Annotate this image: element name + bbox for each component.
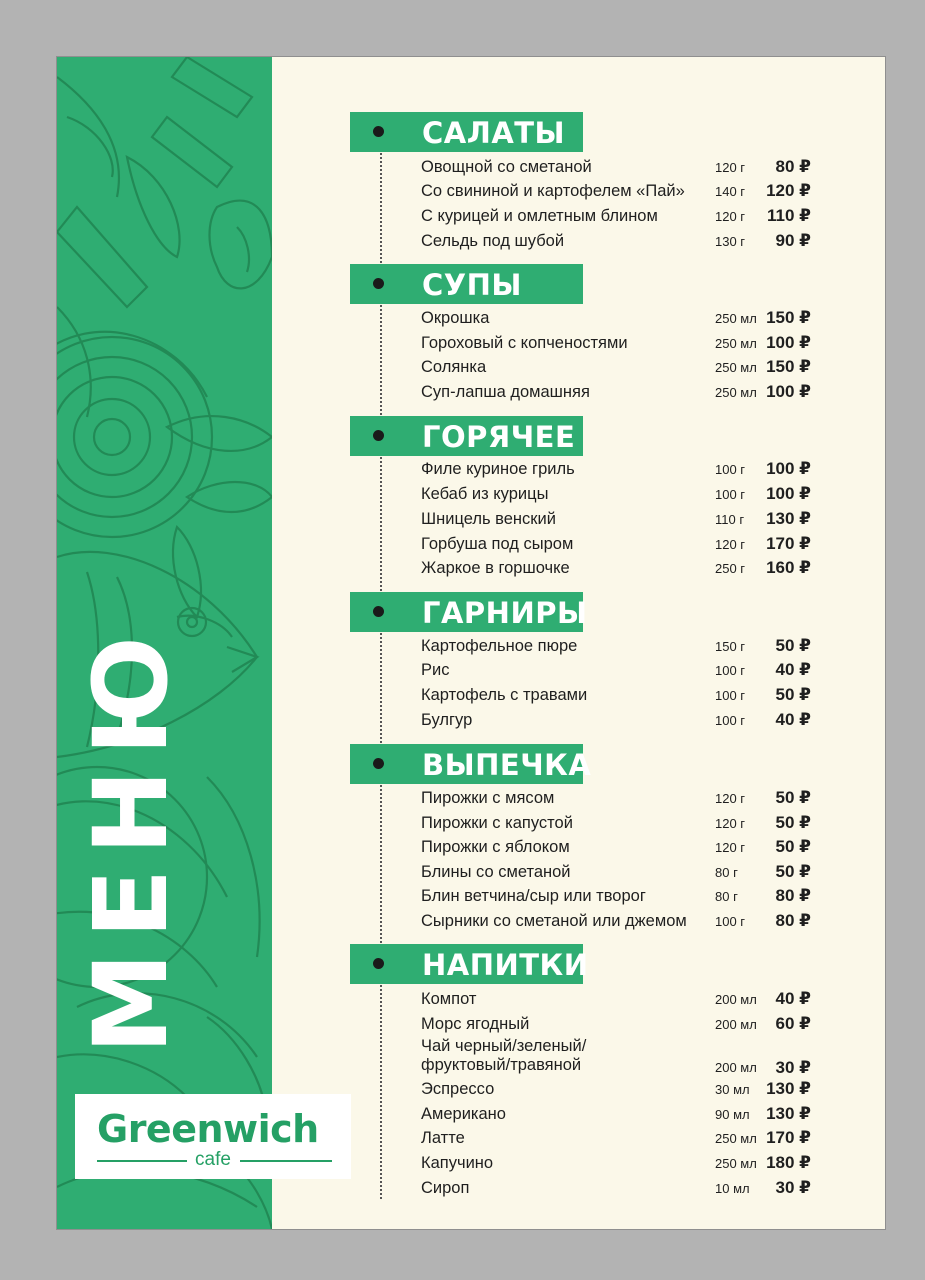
item-weight: 250 мл <box>715 311 757 326</box>
menu-item <box>421 180 821 204</box>
item-price: 100 ₽ <box>766 333 811 352</box>
item-name: Суп-лапша домашняя <box>421 383 590 401</box>
item-name: Горбуша под сыром <box>421 535 574 553</box>
item-price: 30 ₽ <box>775 1058 811 1077</box>
item-weight: 120 г <box>715 791 746 806</box>
item-weight: 250 мл <box>715 360 757 375</box>
item-price: 130 ₽ <box>766 1079 811 1098</box>
item-price: 90 ₽ <box>775 231 811 250</box>
item-weight: 110 г <box>715 512 745 527</box>
menu-item <box>421 1013 821 1037</box>
bullet-dot <box>373 430 384 441</box>
menu-item <box>421 1177 821 1201</box>
item-price: 100 ₽ <box>766 382 811 401</box>
item-name: Солянка <box>421 358 487 376</box>
item-price: 130 ₽ <box>766 509 811 528</box>
item-price: 150 ₽ <box>766 308 811 327</box>
item-weight: 120 г <box>715 160 746 175</box>
item-price: 130 ₽ <box>766 1104 811 1123</box>
menu-item <box>421 787 821 811</box>
menu-item <box>421 635 821 659</box>
item-price: 60 ₽ <box>775 1014 811 1033</box>
item-weight: 120 г <box>715 209 746 224</box>
menu-item <box>421 458 821 482</box>
item-weight: 100 г <box>715 688 746 703</box>
item-name: Шницель венский <box>421 510 556 528</box>
menu-item <box>421 988 821 1012</box>
item-name: Картофельное пюре <box>421 637 578 655</box>
menu-heading: МЕНЮ <box>72 621 191 1054</box>
item-weight: 250 мл <box>715 336 757 351</box>
item-weight: 200 мл <box>715 1060 757 1075</box>
item-price: 40 ₽ <box>775 710 811 729</box>
menu-item <box>421 230 821 254</box>
menu-item <box>421 1037 821 1079</box>
item-weight: 100 г <box>715 487 746 502</box>
section-title: НАПИТКИ <box>422 948 589 982</box>
bullet-dot <box>373 758 384 769</box>
item-price: 100 ₽ <box>766 459 811 478</box>
item-price: 150 ₽ <box>766 357 811 376</box>
menu-item <box>421 684 821 708</box>
item-weight: 250 мл <box>715 1131 757 1146</box>
menu-item <box>421 861 821 885</box>
item-price: 80 ₽ <box>775 157 811 176</box>
item-name: Гороховый с копченостями <box>421 334 628 352</box>
menu-item <box>421 557 821 581</box>
item-price: 50 ₽ <box>775 837 811 856</box>
item-weight: 100 г <box>715 713 746 728</box>
item-price: 50 ₽ <box>775 862 811 881</box>
logo-divider-right <box>240 1160 332 1162</box>
item-price: 160 ₽ <box>766 558 811 577</box>
section-header-bakery <box>350 744 592 784</box>
section-title: ВЫПЕЧКА <box>422 748 592 782</box>
menu-item <box>421 533 821 557</box>
section-header-garnish <box>350 592 588 632</box>
item-weight: 140 г <box>715 184 746 199</box>
section-header-salads <box>350 112 583 152</box>
item-name: Сельдь под шубой <box>421 232 565 250</box>
section-title: СУПЫ <box>422 268 522 302</box>
bullet-dot <box>373 606 384 617</box>
item-name: Рис <box>421 661 450 679</box>
item-name: Овощной со сметаной <box>421 158 592 176</box>
menu-item <box>421 836 821 860</box>
item-price: 50 ₽ <box>775 813 811 832</box>
section-header-hot <box>350 416 583 456</box>
item-price: 170 ₽ <box>766 534 811 553</box>
item-price: 50 ₽ <box>775 636 811 655</box>
item-name: Чай черный/зеленый/ фруктовый/травяной <box>421 1037 587 1074</box>
item-weight: 120 г <box>715 537 746 552</box>
item-weight: 100 г <box>715 462 746 477</box>
item-name: Картофель с травами <box>421 686 588 704</box>
item-weight: 250 мл <box>715 385 757 400</box>
logo-brand-name: Greenwich <box>97 1107 319 1151</box>
item-weight: 30 мл <box>715 1082 750 1097</box>
item-price: 100 ₽ <box>766 484 811 503</box>
item-price: 120 ₽ <box>766 181 811 200</box>
item-name: Морс ягодный <box>421 1015 530 1033</box>
decorative-sidebar <box>57 57 272 1229</box>
item-name: Блины со сметаной <box>421 863 571 881</box>
item-price: 40 ₽ <box>775 989 811 1008</box>
item-name: Сырники со сметаной или джемом <box>421 912 687 930</box>
menu-item <box>421 307 821 331</box>
section-title: ГОРЯЧЕЕ <box>422 420 576 454</box>
item-weight: 120 г <box>715 816 746 831</box>
menu-item <box>421 1152 821 1176</box>
item-name: Капучино <box>421 1154 494 1172</box>
menu-item <box>421 1127 821 1151</box>
menu-item <box>421 381 821 405</box>
item-price: 170 ₽ <box>766 1128 811 1147</box>
item-weight: 100 г <box>715 914 746 929</box>
item-weight: 250 мл <box>715 1156 757 1171</box>
item-price: 40 ₽ <box>775 660 811 679</box>
menu-item <box>421 332 821 356</box>
item-name: Компот <box>421 990 477 1008</box>
greenwich-cafe-logo <box>75 1094 351 1179</box>
menu-page <box>57 57 885 1229</box>
item-weight: 10 мл <box>715 1181 750 1196</box>
item-name: Жаркое в горшочке <box>421 559 570 577</box>
menu-item <box>421 910 821 934</box>
item-weight: 200 мл <box>715 992 757 1007</box>
bullet-dot <box>373 126 384 137</box>
item-weight: 80 г <box>715 865 738 880</box>
item-name: Кебаб из курицы <box>421 485 549 503</box>
menu-item <box>421 483 821 507</box>
item-weight: 200 мл <box>715 1017 757 1032</box>
item-name: Со свининой и картофелем «Пай» <box>421 182 685 200</box>
item-price: 50 ₽ <box>775 788 811 807</box>
menu-item <box>421 885 821 909</box>
menu-item <box>421 709 821 733</box>
section-header-soups <box>350 264 583 304</box>
menu-item <box>421 356 821 380</box>
item-price: 30 ₽ <box>775 1178 811 1197</box>
bullet-dot <box>373 278 384 289</box>
menu-item <box>421 1078 821 1102</box>
item-name: Эспрессо <box>421 1080 495 1098</box>
item-name: Американо <box>421 1105 506 1123</box>
item-name: Филе куриное гриль <box>421 460 575 478</box>
menu-item <box>421 812 821 836</box>
item-weight: 250 г <box>715 561 746 576</box>
item-name: С курицей и омлетным блином <box>421 207 658 225</box>
item-price: 80 ₽ <box>775 886 811 905</box>
item-weight: 80 г <box>715 889 738 904</box>
item-price: 80 ₽ <box>775 911 811 930</box>
item-price: 180 ₽ <box>766 1153 811 1172</box>
section-title: САЛАТЫ <box>422 116 566 150</box>
item-name: Окрошка <box>421 309 490 327</box>
item-name: Сироп <box>421 1179 470 1197</box>
item-name: Пирожки с мясом <box>421 789 555 807</box>
item-weight: 90 мл <box>715 1107 750 1122</box>
item-weight: 100 г <box>715 663 746 678</box>
item-name: Латте <box>421 1129 465 1147</box>
item-name: Блин ветчина/сыр или творог <box>421 887 646 905</box>
menu-item <box>421 1103 821 1127</box>
menu-item <box>421 156 821 180</box>
section-header-drinks <box>350 944 589 984</box>
item-weight: 150 г <box>715 639 746 654</box>
bullet-dot <box>373 958 384 969</box>
menu-item <box>421 508 821 532</box>
logo-subtitle: cafe <box>195 1149 231 1170</box>
item-weight: 130 г <box>715 234 746 249</box>
menu-item <box>421 205 821 229</box>
item-name: Пирожки с капустой <box>421 814 573 832</box>
item-price: 110 ₽ <box>767 206 811 225</box>
section-title: ГАРНИРЫ <box>422 596 588 630</box>
item-price: 50 ₽ <box>775 685 811 704</box>
menu-item <box>421 659 821 683</box>
item-name: Пирожки с яблоком <box>421 838 570 856</box>
item-weight: 120 г <box>715 840 746 855</box>
item-name: Булгур <box>421 711 473 729</box>
